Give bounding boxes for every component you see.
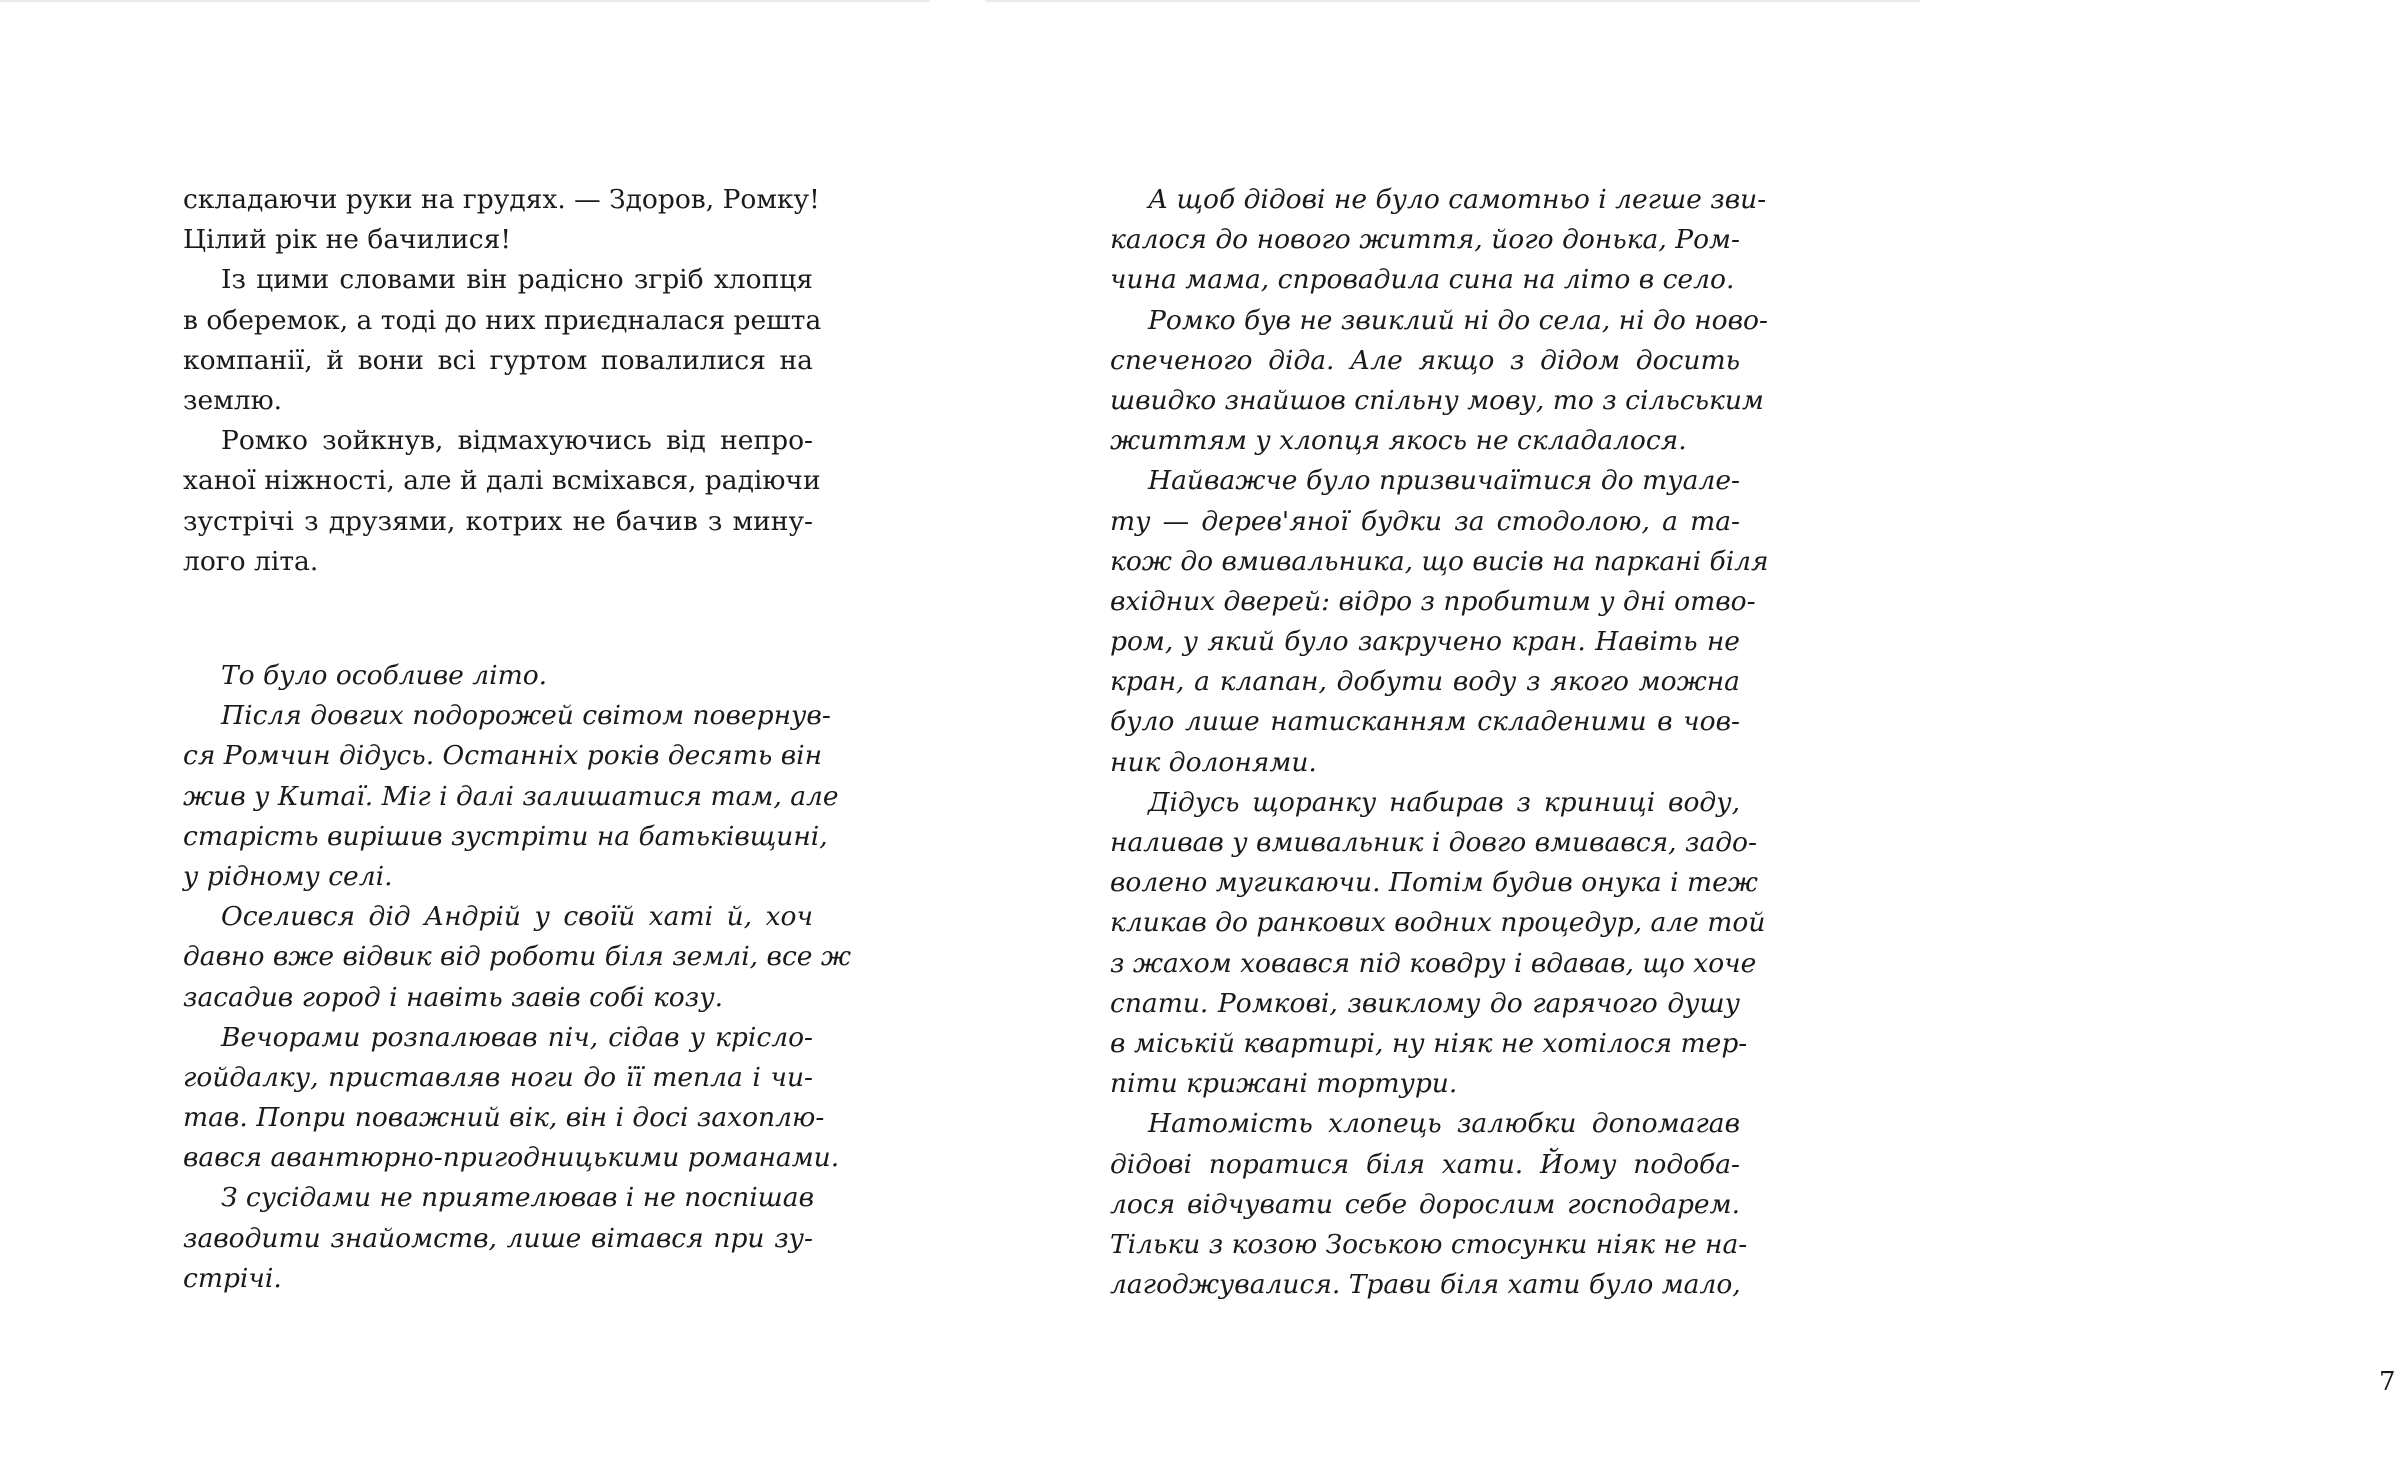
page-number: 7 <box>2379 1367 2396 1397</box>
text-line: кож до вмивальника, що висів на паркані біля <box>1110 545 1769 577</box>
left-italic-text <box>183 656 852 1299</box>
text-line: лагоджувалися. Трави біля хати було мало, <box>1110 1269 1741 1301</box>
text-line: Тільки з козою Зоською стосунки ніяк не на- <box>1110 1228 1748 1260</box>
text-line: Ромко був не звиклий ні до села, ні до ново- <box>1148 304 1768 336</box>
text-line: калося до нового життя, його донька, Ром- <box>1110 224 1740 256</box>
text-line: землю. <box>183 384 283 416</box>
text-line: засадив город і навіть завів собі козу. <box>183 981 724 1013</box>
text-line: ту — дерев'яної будки за стодолою, а та- <box>1110 505 1740 537</box>
text-line: тав. Попри поважний вік, він і досі захоплю- <box>183 1102 825 1134</box>
text-line: компанії, й вони всі гуртом повалилися на <box>183 344 813 376</box>
text-line: спеченого діда. Але якщо з дідом досить <box>1110 344 1740 376</box>
text-line: Дідусь щоранку набирав з криниці воду, <box>1148 786 1740 818</box>
text-line: лого літа. <box>183 545 319 577</box>
text-line: ся Ромчин дідусь. Останніх років десять він <box>183 740 823 772</box>
right-page <box>960 0 2396 1477</box>
right-italic-text <box>1110 180 1769 1305</box>
text-line: старість вирішив зустріти на батьківщині, <box>183 820 828 852</box>
text-line: Ромко зойкнув, відмахуючись від непро- <box>221 425 813 457</box>
text-line: Найважче було призвичаїтися до туале- <box>1148 465 1740 497</box>
text-line: Цілий рік не бачилися! <box>183 224 512 256</box>
text-line: То було особливе літо. <box>221 660 548 691</box>
text-line: ханої ніжності, але й далі всміхався, радіючи <box>183 465 821 497</box>
text-line: ром, у який було закручено кран. Навіть не <box>1110 626 1740 658</box>
text-line: стрічі. <box>183 1262 282 1294</box>
text-line: вався авантюрно-пригодницькими романами. <box>183 1142 840 1174</box>
text-line: було лише натисканням складеними в чов- <box>1110 706 1740 738</box>
text-line: заводити знайомств, лише вітався при зу- <box>183 1222 813 1254</box>
text-line: зустрічі з друзями, котрих не бачив з мину- <box>183 505 813 537</box>
text-line: в міській квартирі, ну ніяк не хотілося тер- <box>1110 1027 1748 1059</box>
text-line: волено мугикаючи. Потім будив онука і теж <box>1110 867 1758 899</box>
text-line: з жахом ховався під ковдру і вдавав, що хоче <box>1110 947 1757 979</box>
text-line: спати. Ромкові, звиклому до гарячого душу <box>1110 987 1740 1019</box>
text-line: Натомість хлопець залюбки допомагав <box>1148 1108 1740 1140</box>
text-line: піти крижані тортури. <box>1110 1068 1458 1100</box>
text-line: З сусідами не приятелював і не поспішав <box>221 1182 815 1214</box>
text-line: Після довгих подорожей світом повернув- <box>221 700 831 732</box>
text-line: Оселився дід Андрій у своїй хаті й, хоч <box>221 901 813 933</box>
text-line: давно вже відвик від роботи біля землі, все ж <box>183 941 852 973</box>
text-line: в оберемок, а тоді до них приєдналася решта <box>183 304 822 336</box>
text-line: кликав до ранкових водних процедур, але той <box>1110 907 1766 939</box>
text-line: у рідному селі. <box>183 860 393 892</box>
text-line: життям у хлопця якось не складалося. <box>1110 425 1687 457</box>
text-line: складаючи руки на грудях. — Здоров, Ромку! <box>183 184 820 215</box>
text-line: дідові поратися біля хати. Йому подоба- <box>1110 1148 1740 1180</box>
left-roman-text <box>183 180 822 582</box>
text-line: Вечорами розпалював піч, сідав у крісло- <box>221 1021 813 1053</box>
text-line: швидко знайшов спільну мову, то з сільським <box>1110 384 1764 416</box>
text-line: жив у Китаї. Міг і далі залишатися там, але <box>183 780 839 812</box>
text-line: вхідних дверей: відро з пробитим у дні отво- <box>1110 585 1756 617</box>
text-line: А щоб дідові не було самотньо і легше зви- <box>1148 184 1767 215</box>
text-line: лося відчувати себе дорослим господарем. <box>1110 1188 1740 1220</box>
text-line: гойдалку, приставляв ноги до її тепла і чи- <box>183 1061 813 1093</box>
text-line: Із цими словами він радісно згріб хлопця <box>221 264 813 296</box>
text-line: ник долонями. <box>1110 746 1317 778</box>
left-page <box>0 0 950 1477</box>
text-line: кран, а клапан, добути воду з якого можна <box>1110 666 1740 698</box>
text-line: наливав у вмивальник і довго вмивався, задо- <box>1110 827 1757 858</box>
text-line: чина мама, спровадила сина на літо в село. <box>1110 264 1735 296</box>
